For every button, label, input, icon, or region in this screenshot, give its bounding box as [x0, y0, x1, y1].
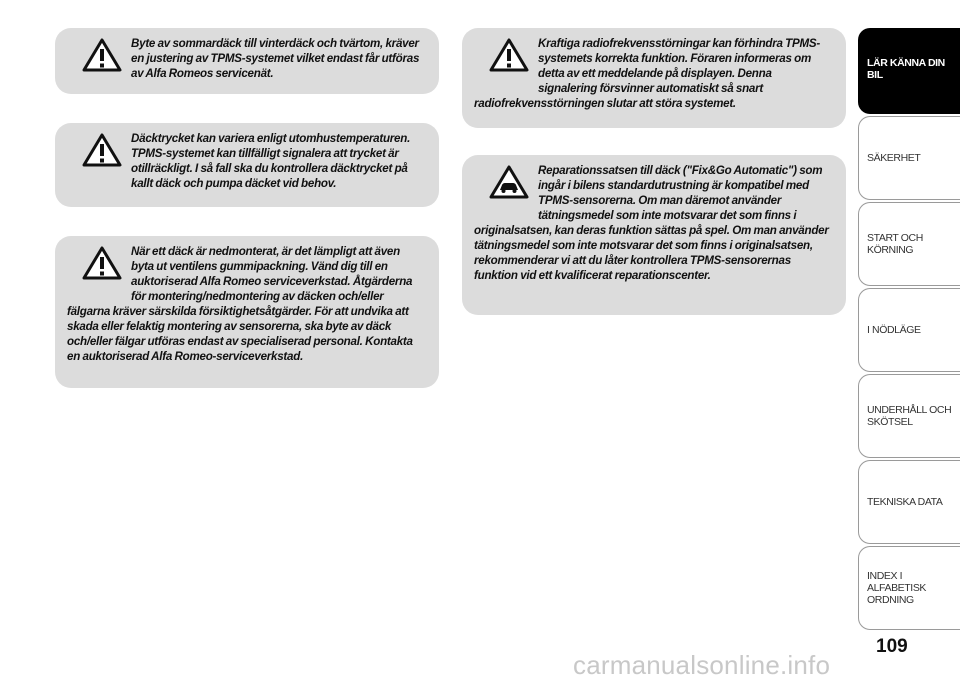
warning-box-winter-tires — [55, 28, 439, 94]
warning-box-repair-kit — [462, 155, 846, 315]
warning-text: Kraftiga radiofrekvensstörningar kan förhindra TPMS-systemets korrekta funktion. Föraren informeras om detta av ett meddelande på displayen. Denna signalering försvinner automatiskt så snart radiofrekvensstörningen slutar att störa systemet. — [474, 37, 820, 110]
chapter-nav — [856, 0, 960, 686]
tab-start-och-korning[interactable] — [858, 202, 960, 286]
watermark: carmanualsonline.info — [573, 650, 831, 680]
tab-tekniska-data[interactable] — [858, 460, 960, 544]
tab-label: INDEX I ALFABETISK ORDNING — [867, 570, 927, 606]
tab-underhall-och-skotsel[interactable] — [858, 374, 960, 458]
warning-text: När ett däck är nedmonterat, är det lämpligt att även byta ut ventilens gummipackning. Vänd dig till en auktoriserad Alfa Romeo serviceverkstad. Åtgärderna för montering/nedmontering av däcken och/eller fälgarna kräver särskilda försiktighetsåtgärder. För att undvika att skada eller felaktig montering av sensorerna, ska byte av däck och/eller fälgar utföras endast av specialiserad personal. Kontakta en auktoriserad Alfa Romeo-serviceverkstad. — [67, 245, 413, 363]
tab-label: LÄR KÄNNA DIN BIL — [867, 57, 945, 81]
tab-sakerhet[interactable] — [858, 116, 960, 200]
warning-box-tire-pressure — [55, 123, 439, 207]
tab-label: UNDERHÅLL OCH SKÖTSEL — [867, 404, 952, 428]
warning-box-valve-replacement — [55, 236, 439, 388]
warning-text: Däcktrycket kan variera enligt utomhustemperaturen. TPMS-systemet kan tillfälligt signalera att trycket är otillräckligt. I så fall ska du kontrollera däcktrycket på kallt däck och pumpa däcket vid behov. — [131, 132, 411, 190]
warning-triangle-icon — [73, 36, 131, 84]
car-warning-icon — [480, 163, 538, 211]
warning-triangle-icon — [73, 131, 131, 179]
tab-label: SÄKERHET — [867, 152, 921, 164]
tab-lar-kanna-din-bil[interactable] — [858, 28, 960, 114]
page-number: 109 — [876, 636, 908, 657]
tab-label: TEKNISKA DATA — [867, 496, 943, 508]
tab-i-nodlage[interactable] — [858, 288, 960, 372]
tab-index-i-alfabetisk-ordning[interactable] — [858, 546, 960, 630]
warning-text: Reparationssatsen till däck ("Fix&Go Automatic") som ingår i bilens standardutrustning är kompatibel med TPMS-sensorerna. Om man däremot använder tätningsmedel som inte motsvarar det som finns i originalsatsen, kan deras funktion sättas på spel. Om man använder tätningsmedel som inte motsvarar det som finns i originalsatsen, rekommenderar vi att du låter kontrollera TPMS-sensorernas funktion vid ett kvalificerat reparationscenter. — [474, 164, 829, 282]
warning-box-radio-interference — [462, 28, 846, 128]
tab-label: I NÖDLÄGE — [867, 324, 921, 336]
tab-label: START OCH KÖRNING — [867, 232, 923, 256]
warning-triangle-icon — [480, 36, 538, 84]
warning-triangle-icon — [73, 244, 131, 292]
warning-text: Byte av sommardäck till vinterdäck och tvärtom, kräver en justering av TPMS-systemet vilket endast får utföras av Alfa Romeos servicenät. — [131, 37, 420, 80]
